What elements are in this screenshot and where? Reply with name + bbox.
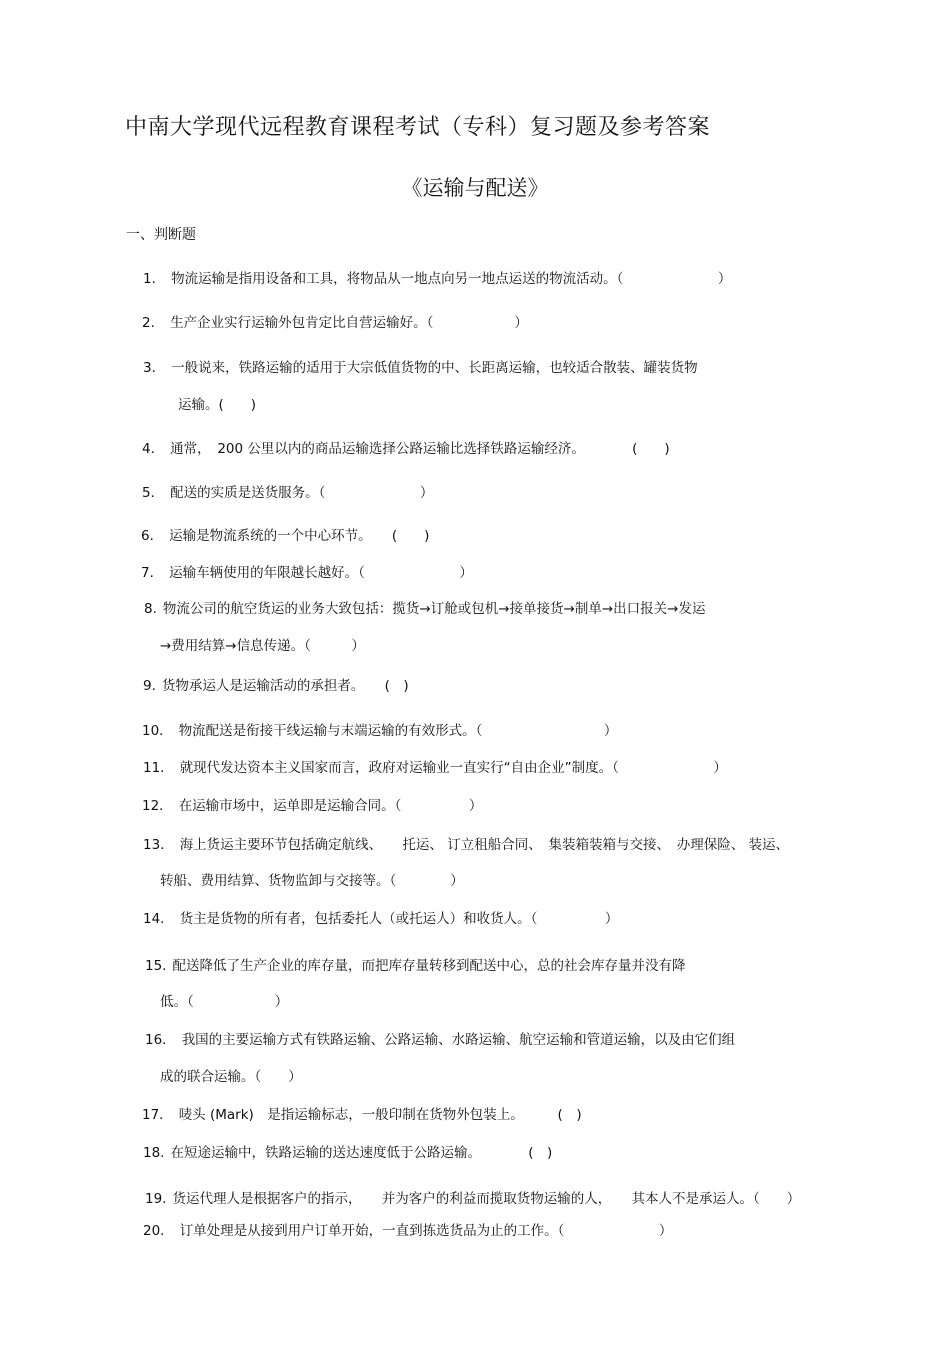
question-4: 4． 通常， 200 公里以内的商品运输选择公路运输比选择铁路运输经济。 ( ) bbox=[142, 441, 670, 457]
question-10: 10． 物流配送是衔接干线运输与末端运输的有效形式。（ ） bbox=[142, 723, 618, 739]
question-16-continuation: 成的联合运输。（ ） bbox=[160, 1069, 302, 1085]
question-13: 13． 海上货运主要环节包括确定航线、 托运、 订立租船合同、 集装箱装箱与交接、 办理保险、 装运、 bbox=[143, 837, 790, 853]
question-12: 12． 在运输市场中，运单即是运输合同。（ ） bbox=[142, 798, 483, 814]
question-11: 11． 就现代发达资本主义国家而言，政府对运输业一直实行“自由企业”制度。（ ） bbox=[143, 760, 727, 776]
question-19: 19. 货运代理人是根据客户的指示， 并为客户的利益而揽取货物运输的人， 其本人不是承运人。（ ） bbox=[145, 1191, 801, 1207]
question-18: 18. 在短途运输中，铁路运输的送达速度低于公路运输。 ( ) bbox=[143, 1145, 553, 1161]
question-13-continuation: 转船、费用结算、货物监卸与交接等。（ ） bbox=[160, 873, 464, 889]
question-8: 8. 物流公司的航空货运的业务大致包括：揽货→订舱或包机→接单接货→制单→出口报关→发运 bbox=[144, 601, 706, 617]
question-3: 3． 一般说来，铁路运输的适用于大宗低值货物的中、长距离运输，也较适合散装、罐装货物 bbox=[143, 360, 698, 376]
question-7: 7． 运输车辆使用的年限越长越好。（ ） bbox=[141, 565, 473, 581]
question-6: 6． 运输是物流系统的一个中心环节。 ( ) bbox=[141, 528, 430, 544]
question-20: 20． 订单处理是从接到用户订单开始，一直到拣选货品为止的工作。（ ） bbox=[143, 1223, 673, 1239]
question-5: 5． 配送的实质是送货服务。（ ） bbox=[142, 485, 434, 501]
question-9: 9. 货物承运人是运输活动的承担者。 ( ) bbox=[143, 678, 409, 694]
question-15: 15. 配送降低了生产企业的库存量，而把库存量转移到配送中心，总的社会库存量并没有降 bbox=[145, 958, 686, 974]
question-14: 14． 货主是货物的所有者，包括委托人（或托运人）和收货人。（ ） bbox=[143, 911, 619, 927]
question-15-continuation: 低。（ ） bbox=[160, 994, 289, 1010]
section-heading: 一、判断题 bbox=[126, 227, 196, 243]
question-8-continuation: →费用结算→信息传递。（ ） bbox=[160, 638, 365, 654]
question-16: 16． 我国的主要运输方式有铁路运输、公路运输、水路运输、航空运输和管道运输，以及由它们组 bbox=[145, 1032, 736, 1048]
question-2: 2． 生产企业实行运输外包肯定比自营运输好。（ ） bbox=[142, 315, 528, 331]
question-17: 17． 唛头 (Mark) 是指运输标志，一般印制在货物外包装上。 ( ) bbox=[142, 1107, 582, 1123]
question-1: 1． 物流运输是指用设备和工具，将物品从一地点向另一地点运送的物流活动。（ ） bbox=[143, 271, 732, 287]
question-3-continuation: 运输。( ) bbox=[178, 397, 257, 413]
document-subtitle: 《运输与配送》 bbox=[401, 176, 549, 200]
document-title: 中南大学现代远程教育课程考试（专科）复习题及参考答案 bbox=[125, 115, 711, 140]
